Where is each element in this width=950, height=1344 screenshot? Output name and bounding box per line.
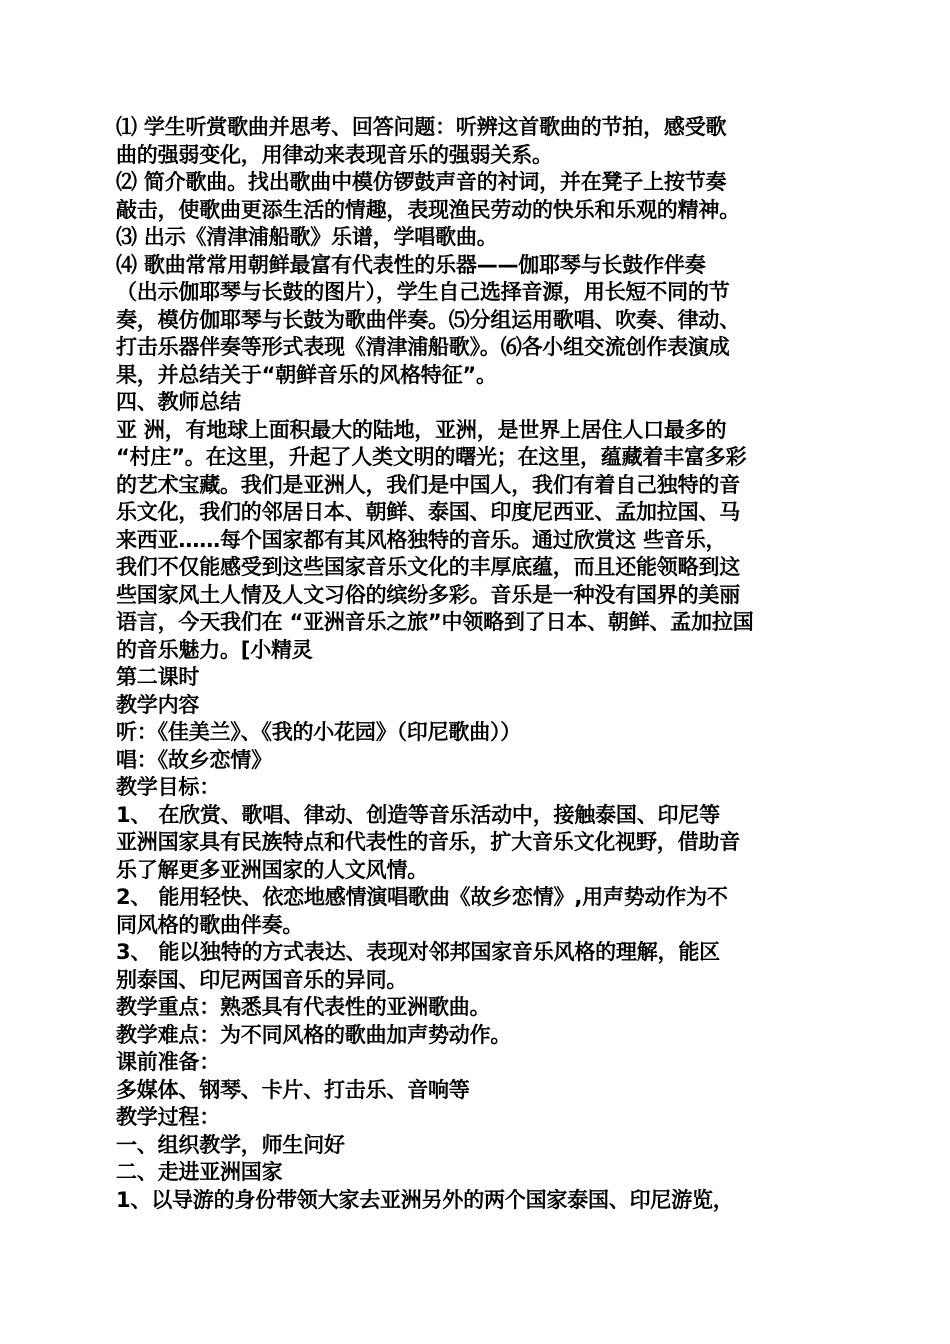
text-line: 的音乐魅力。[小精灵 [116, 637, 313, 662]
text-line: ⑴ 学生听赏歌曲并思考、回答问题：听辨这首歌曲的节拍，感受歌 [116, 115, 727, 139]
section-heading: 课前准备： [116, 1050, 220, 1074]
section-heading: 一、组织教学，师生问好 [116, 1132, 345, 1157]
text-line: 多媒体、钢琴、卡片、打击乐、音响等 [116, 1077, 470, 1102]
text-line: ⑶ 出示《清津浦船歌》乐谱，学唱歌曲。 [116, 225, 498, 249]
section-heading: 第二课时 [116, 665, 200, 689]
text-line: 3、 能以独特的方式表达、表现对邻邦国家音乐风格的理解，能区 [116, 940, 720, 964]
text-line: 1、以导游的身份带领大家去亚洲另外的两个国家泰国、印尼游览， [116, 1187, 734, 1212]
text-line: 的艺术宝藏。我们是亚洲人，我们是中国人，我们有着自己独特的音 [116, 472, 740, 497]
text-line: 曲的强弱变化，用律动来表现音乐的强弱关系。 [116, 142, 553, 167]
section-heading: 二、走进亚洲国家 [116, 1160, 283, 1184]
text-line: ⑷ 歌曲常常用朝鲜最富有代表性的乐器——伽耶琴与长鼓作伴奏 [116, 252, 706, 277]
text-line: 1、 在欣赏、歌唱、律动、创造等音乐活动中，接触泰国、印尼等 [116, 802, 720, 827]
text-line: 来西亚……每个国家都有其风格独特的音乐。通过欣赏这 些音乐， [116, 527, 727, 552]
text-line: 教学难点：为不同风格的歌曲加声势动作。 [116, 1022, 512, 1047]
text-line: 亚洲国家具有民族特点和代表性的音乐，扩大音乐文化视野，借助音 [116, 830, 740, 854]
text-line: 乐了解更多亚洲国家的人文风情。 [116, 857, 428, 882]
text-line: 打击乐器伴奏等形式表现《清津浦船歌》。⑹各小组交流创作表演成 [116, 335, 730, 359]
text-line: 听：《佳美兰》、《我的小花园》（印尼歌曲）） [116, 720, 522, 744]
text-line: ⑵ 简介歌曲。找出歌曲中模仿锣鼓声音的衬词，并在凳子上按节奏 [116, 170, 727, 194]
section-heading: 教学过程： [116, 1105, 220, 1129]
text-line: 奏，模仿伽耶琴与长鼓为歌曲伴奏。⑸分组运用歌唱、吹奏、律动、 [116, 307, 740, 332]
text-line: 乐文化，我们的邻居日本、朝鲜、泰国、印度尼西亚、孟加拉国、马 [116, 500, 740, 524]
text-line: （出示伽耶琴与长鼓的图片），学生自己选择音源，用长短不同的节 [116, 280, 730, 304]
text-line: 些国家风土人情及人文习俗的缤纷多彩。音乐是一种没有国界的美丽 [116, 582, 740, 607]
text-line: “村庄”。在这里，升起了人类文明的曙光；在这里，蕴藏着丰富多彩 [116, 445, 747, 469]
section-heading: 教学目标： [116, 775, 220, 799]
text-line: 语言，今天我们在 “亚洲音乐之旅”中领略到了日本、朝鲜、孟加拉国 [116, 610, 754, 634]
text-line: 敲击，使歌曲更添生活的情趣，表现渔民劳动的快乐和乐观的精神。 [116, 197, 740, 222]
text-line: 教学重点：熟悉具有代表性的亚洲歌曲。 [116, 995, 491, 1019]
text-line: 果，并总结关于“朝鲜音乐的风格特征”。 [116, 362, 497, 387]
text-line: 别泰国、印尼两国音乐的异同。 [116, 967, 408, 992]
document-body [116, 114, 840, 1214]
text-line: 亚 洲，有地球上面积最大的陆地，亚洲，是世界上居住人口最多的 [116, 417, 727, 442]
text-line: 同风格的歌曲伴奏。 [116, 912, 304, 937]
section-heading: 四、教师总结 [116, 390, 241, 414]
text-line: 唱：《故乡恋情》 [116, 747, 272, 772]
text-line: 我们不仅能感受到这些国家音乐文化的丰厚底蕴，而且还能领略到这 [116, 555, 740, 579]
section-heading: 教学内容 [116, 692, 200, 717]
text-line: 2、 能用轻快、依恋地感情演唱歌曲《故乡恋情》,用声势动作为不 [116, 885, 728, 909]
